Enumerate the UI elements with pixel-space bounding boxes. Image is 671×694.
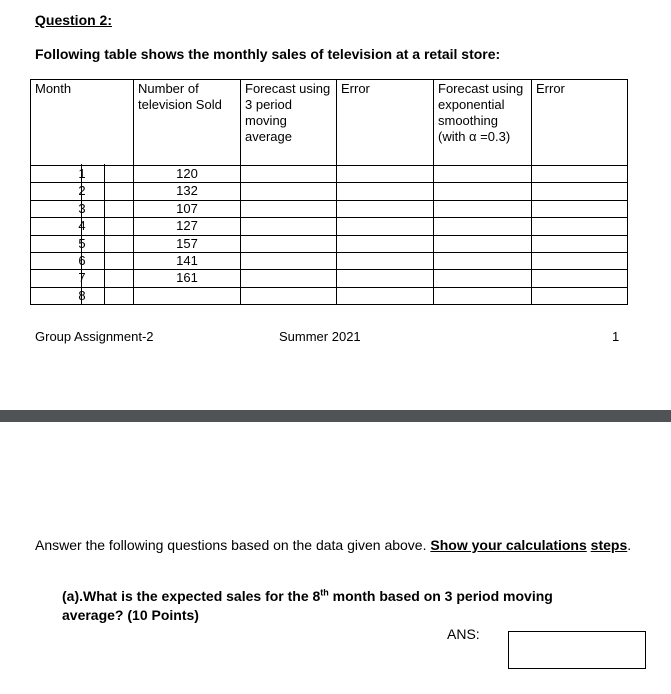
- moving-average-cell: [241, 235, 337, 252]
- exp-smoothing-cell: [434, 218, 532, 235]
- error-cell: [337, 287, 434, 304]
- moving-average-cell: [241, 287, 337, 304]
- exp-smoothing-cell: [434, 270, 532, 287]
- moving-average-cell: [241, 200, 337, 217]
- moving-average-cell: [241, 183, 337, 200]
- header-moving-average: Forecast using 3 period moving average: [241, 80, 337, 166]
- table-row: [31, 235, 628, 252]
- question-a-superscript: th: [320, 587, 329, 598]
- month-cell: 5: [31, 235, 134, 252]
- footer-assignment-label: Group Assignment-2: [35, 329, 154, 344]
- month-cell: 7: [31, 270, 134, 287]
- month-cell: 1: [31, 166, 134, 183]
- table-row: [31, 166, 628, 183]
- error-cell: [532, 183, 628, 200]
- error-cell: [532, 200, 628, 217]
- exp-smoothing-cell: [434, 252, 532, 269]
- sold-cell: 157: [134, 235, 241, 252]
- moving-average-cell: [241, 218, 337, 235]
- header-error-1: Error: [337, 80, 434, 166]
- sold-cell: 107: [134, 200, 241, 217]
- instructions-emphasis-continued: steps: [590, 537, 628, 553]
- question-a-prefix: (a).What is the expected sales for the 8: [62, 588, 321, 604]
- instructions-text: [35, 537, 635, 554]
- header-error-2: Error: [532, 80, 628, 166]
- table-header-row: [31, 80, 628, 166]
- error-cell: [337, 252, 434, 269]
- month-cell: 6: [31, 252, 134, 269]
- table-row: [31, 270, 628, 287]
- sold-cell: 132: [134, 183, 241, 200]
- header-exponential-smoothing: Forecast using exponential smoothing (with α =0.3): [434, 80, 532, 166]
- sold-cell: 161: [134, 270, 241, 287]
- month-cell: 2: [31, 183, 134, 200]
- error-cell: [337, 166, 434, 183]
- month-cell: 8: [31, 287, 134, 304]
- sold-cell: 127: [134, 218, 241, 235]
- question-a-suffix: month based on 3 period moving average? (10 Points): [62, 588, 553, 623]
- error-cell: [532, 287, 628, 304]
- sales-table: [30, 79, 628, 305]
- exp-smoothing-cell: [434, 183, 532, 200]
- table-row: [31, 183, 628, 200]
- error-cell: [337, 183, 434, 200]
- table-row: [31, 200, 628, 217]
- sold-cell: [134, 287, 241, 304]
- exp-smoothing-cell: [434, 200, 532, 217]
- error-cell: [337, 218, 434, 235]
- instructions-period: .: [627, 537, 632, 553]
- error-cell: [532, 166, 628, 183]
- exp-smoothing-cell: [434, 235, 532, 252]
- intro-text: Following table shows the monthly sales of television at a retail store:: [35, 46, 501, 62]
- header-sold: Number of television Sold: [134, 80, 241, 166]
- moving-average-cell: [241, 270, 337, 287]
- error-cell: [337, 270, 434, 287]
- table-row: [31, 252, 628, 269]
- error-cell: [337, 200, 434, 217]
- month-cell: 4: [31, 218, 134, 235]
- footer-term-label: Summer 2021: [279, 329, 361, 344]
- month-cell: 3: [31, 200, 134, 217]
- moving-average-cell: [241, 166, 337, 183]
- instructions-body: Answer the following questions based on the data given above.: [35, 537, 427, 553]
- instructions-emphasis: Show your calculations: [430, 537, 587, 553]
- header-month: Month: [31, 80, 134, 166]
- sold-cell: 120: [134, 166, 241, 183]
- question-a: [62, 587, 602, 625]
- month-column-divider: [81, 164, 105, 305]
- error-cell: [532, 270, 628, 287]
- page-break-bar: [0, 410, 671, 422]
- error-cell: [532, 252, 628, 269]
- answer-box[interactable]: [508, 631, 646, 669]
- error-cell: [532, 218, 628, 235]
- table-row: [31, 218, 628, 235]
- exp-smoothing-cell: [434, 287, 532, 304]
- exp-smoothing-cell: [434, 166, 532, 183]
- error-cell: [337, 235, 434, 252]
- error-cell: [532, 235, 628, 252]
- question-title: Question 2:: [35, 12, 113, 28]
- page-number: 1: [612, 329, 620, 344]
- moving-average-cell: [241, 252, 337, 269]
- sold-cell: 141: [134, 252, 241, 269]
- table-row: [31, 287, 628, 304]
- answer-label: ANS:: [447, 626, 480, 642]
